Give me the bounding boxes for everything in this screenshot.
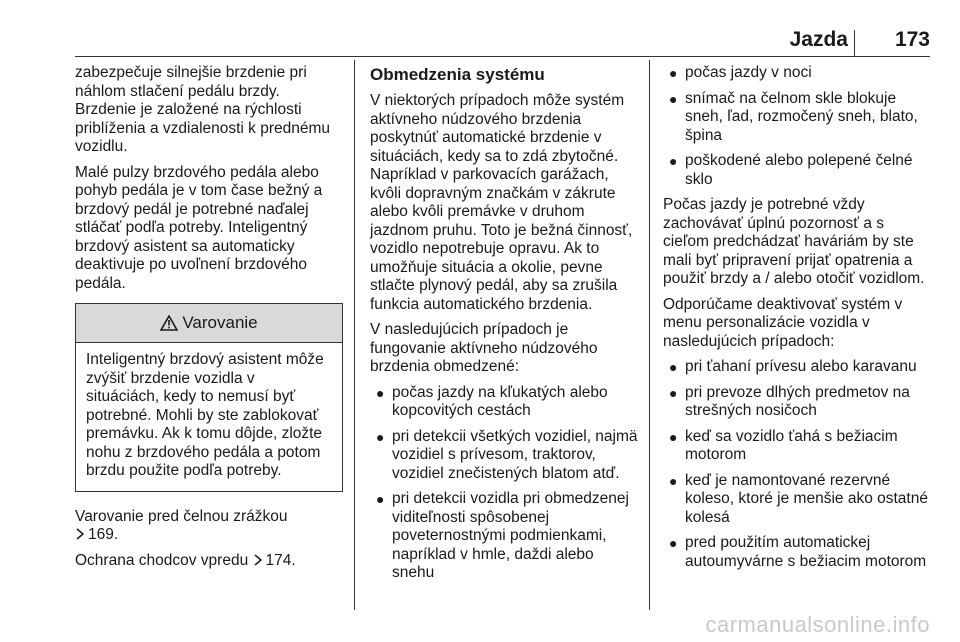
bullet-list: [370, 384, 640, 583]
bullet-icon: ●: [376, 491, 385, 507]
list-item: ● pri detekcii vozidla pri obmedzenej viditeľnosti spôsobenej poveternostnými podmienkami, napríklad v hmle, daždi alebo snehu: [376, 490, 629, 581]
column-3: [663, 64, 931, 578]
column-divider: [354, 60, 355, 610]
watermark: carmanualsonline.info: [705, 612, 930, 637]
warning-text: Inteligentný brzdový asistent môže zvýšiť brzdenie vozidla v situáciách, kedy to nemusí byť potrebné. Mohli by ste zablokovať premávku. Ak k tomu dôjde, zložte nohu z brzdového pedála a potom brzdu použite podľa potreby.: [86, 351, 324, 479]
list-item: ● počas jazdy na kľukatých alebo kopcovitých cestách: [376, 383, 608, 419]
warning-box: [75, 303, 343, 492]
bullet-icon: ●: [376, 428, 385, 445]
bullet-icon: ●: [669, 428, 678, 445]
bullet-icon: ●: [669, 65, 678, 81]
bullet-icon: ●: [669, 472, 678, 489]
cross-reference[interactable]: [75, 508, 343, 545]
list-item: ● počas jazdy v noci: [669, 64, 812, 81]
list-item: ● keď je namontované rezervné koleso, ktoré je menšie ako ostatné kolesá: [669, 471, 928, 526]
page-number: 173: [894, 28, 930, 51]
header-rule: [75, 56, 930, 57]
column-1: [75, 64, 343, 577]
reference-text: Ochrana chodcov vpredu: [75, 551, 249, 569]
bullet-icon: ●: [669, 359, 678, 375]
list-item: ● snímač na čelnom skle blokuje sneh, ľad, rozmočený sneh, blato, špina: [669, 89, 918, 144]
header-divider: [854, 30, 855, 57]
paragraph: Počas jazdy je potrebné vždy zachovávať úplnú pozornosť a s cieľom predchádzať haváriám by ste mali byť pripravení prijať opatrenia a použiť brzdy a / alebo otočiť vozidlom.: [663, 196, 925, 287]
reference-page: 169.: [88, 526, 119, 543]
paragraph: Malé pulzy brzdového pedála alebo pohyb pedála je v tom čase bežný a brzdový pedál je potrebné naďalej stláčať podľa potreby. Inteligentný brzdový asistent sa automaticky deaktivuje po uvoľnení brzdového pedála.: [75, 163, 323, 292]
bullet-icon: ●: [669, 535, 678, 551]
list-item: ● poškodené alebo polepené čelné sklo: [669, 152, 913, 188]
list-item: ● pri ťahaní prívesu alebo karavanu: [669, 358, 917, 375]
page-header: [0, 26, 960, 56]
list-item: ● keď sa vozidlo ťahá s bežiacim motorom: [669, 427, 898, 463]
cross-reference[interactable]: [75, 552, 343, 571]
bullet-list: [663, 64, 931, 189]
warning-header: [76, 304, 342, 343]
section-title: Jazda: [789, 28, 848, 51]
bullet-icon: ●: [376, 384, 385, 401]
reference-page: 174.: [265, 551, 296, 569]
bullet-icon: ●: [669, 90, 678, 107]
list-item: ● pred použitím automatickej autoumyvárne s bežiacim motorom: [669, 534, 927, 570]
reference-arrow-icon: [75, 528, 85, 540]
paragraph: V niektorých prípadoch môže systém aktívneho núdzového brzdenia poskytnúť automatické brzdenie v situáciách, kedy sa to zdá zbytočné. Napríklad v parkovacích garážach, kvôli dopravným značkám v zákrute alebo kvôli premávke v druhom jazdnom pruhu. Toto je bežná činnosť, vozidlo nepotrebuje opravu. Ak to umožňuje situácia a okolie, pevne stlačte plynový pedál, aby sa zrušila funkcia automatického brzdenia.: [370, 92, 633, 313]
reference-arrow-icon: [253, 554, 263, 566]
reference-text: Varovanie pred čelnou zrážkou: [75, 507, 288, 525]
bullet-list: [663, 358, 931, 571]
list-item: ● pri prevoze dlhých predmetov na strešných nosičoch: [669, 383, 910, 419]
column-divider: [649, 60, 650, 610]
paragraph: Odporúčame deaktivovať systém v menu personalizácie vozidla v nasledujúcich prípadoch:: [663, 295, 903, 350]
paragraph: zabezpečuje silnejšie brzdenie pri náhlom stlačení pedálu brzdy. Brzdenie je založené na rýchlosti priblíženia a vzdialenosti k prednému vozidlu.: [75, 64, 331, 155]
bullet-icon: ●: [669, 384, 678, 401]
warning-triangle-icon: [160, 315, 178, 331]
bullet-icon: ●: [669, 153, 678, 169]
paragraph: V nasledujúcich prípadoch je fungovanie aktívneho núdzového brzdenia obmedzené:: [370, 321, 598, 375]
section-heading: Obmedzenia systému: [370, 65, 545, 84]
list-item: ● pri detekcii všetkých vozidiel, najmä vozidiel s prívesom, traktorov, vozidiel znečistených blatom atď.: [376, 427, 638, 482]
column-2: [370, 64, 640, 590]
warning-title: Varovanie: [182, 312, 258, 332]
